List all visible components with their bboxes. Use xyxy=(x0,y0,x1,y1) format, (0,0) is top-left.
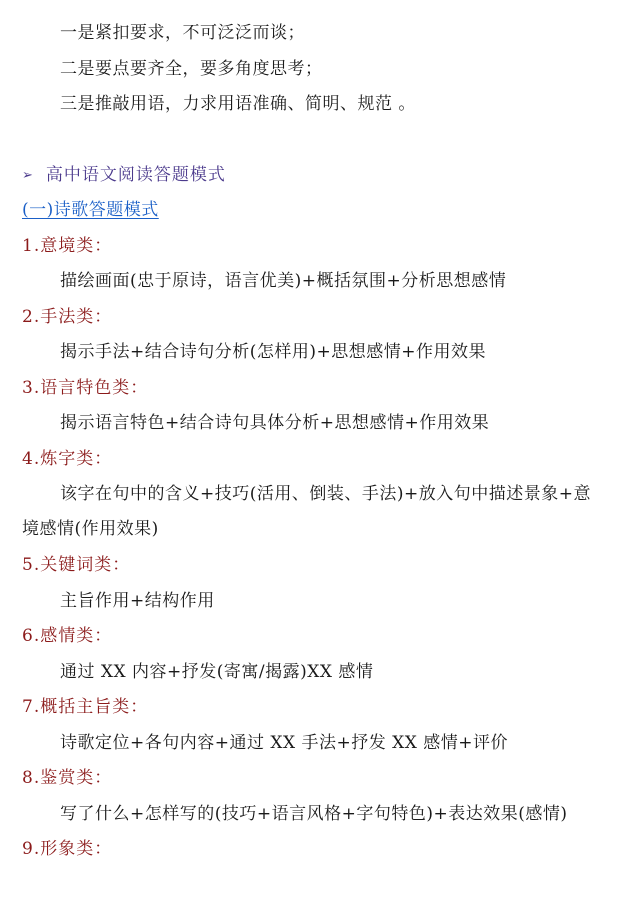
item-3-text: 揭示语言特色+结合诗句具体分析+思想感情+作用效果 xyxy=(60,413,490,433)
item-9-heading: 9.形象类： xyxy=(22,839,113,859)
item-2-text: 揭示手法+结合诗句分析(怎样用)+思想感情+作用效果 xyxy=(60,342,486,362)
item-4-text-continued: 境感情(作用效果) xyxy=(22,519,159,539)
item-4-heading: 4.炼字类： xyxy=(22,449,113,469)
item-5-heading: 5.关键词类： xyxy=(22,555,131,575)
item-1-text: 描绘画面(忠于原诗，语言优美)+概括氛围+分析思想感情 xyxy=(60,271,507,291)
item-7-text: 诗歌定位+各句内容+通过 XX 手法+抒发 XX 感情+评价 xyxy=(60,733,509,753)
item-7-heading: 7.概括主旨类： xyxy=(22,697,149,717)
section-heading xyxy=(22,163,226,188)
item-8-text: 写了什么+怎样写的(技巧+语言风格+字句特色)+表达效果(感情) xyxy=(60,804,568,824)
intro-line-1: 一是紧扣要求，不可泛泛而谈； xyxy=(60,23,305,43)
item-8-heading: 8.鉴赏类： xyxy=(22,768,113,788)
arrow-bullet-icon: ➢ xyxy=(22,168,34,183)
item-3-heading: 3.语言特色类： xyxy=(22,378,149,398)
item-2-heading: 2.手法类： xyxy=(22,307,113,327)
subsection-link[interactable]: (一)诗歌答题模式 xyxy=(22,200,159,220)
item-5-text: 主旨作用+结构作用 xyxy=(60,591,215,611)
item-4-text: 该字在句中的含义+技巧(活用、倒装、手法)+放入句中描述景象+意 xyxy=(60,484,591,504)
item-6-heading: 6.感情类： xyxy=(22,626,113,646)
item-6-text: 通过 XX 内容+抒发(寄寓/揭露)XX 感情 xyxy=(60,662,374,682)
section-title: 高中语文阅读答题模式 xyxy=(45,165,226,185)
item-1-heading: 1.意境类： xyxy=(22,236,113,256)
intro-line-2: 二是要点要齐全，要多角度思考； xyxy=(60,59,323,79)
intro-line-3: 三是推敲用语，力求用语准确、简明、规范 。 xyxy=(60,94,416,114)
